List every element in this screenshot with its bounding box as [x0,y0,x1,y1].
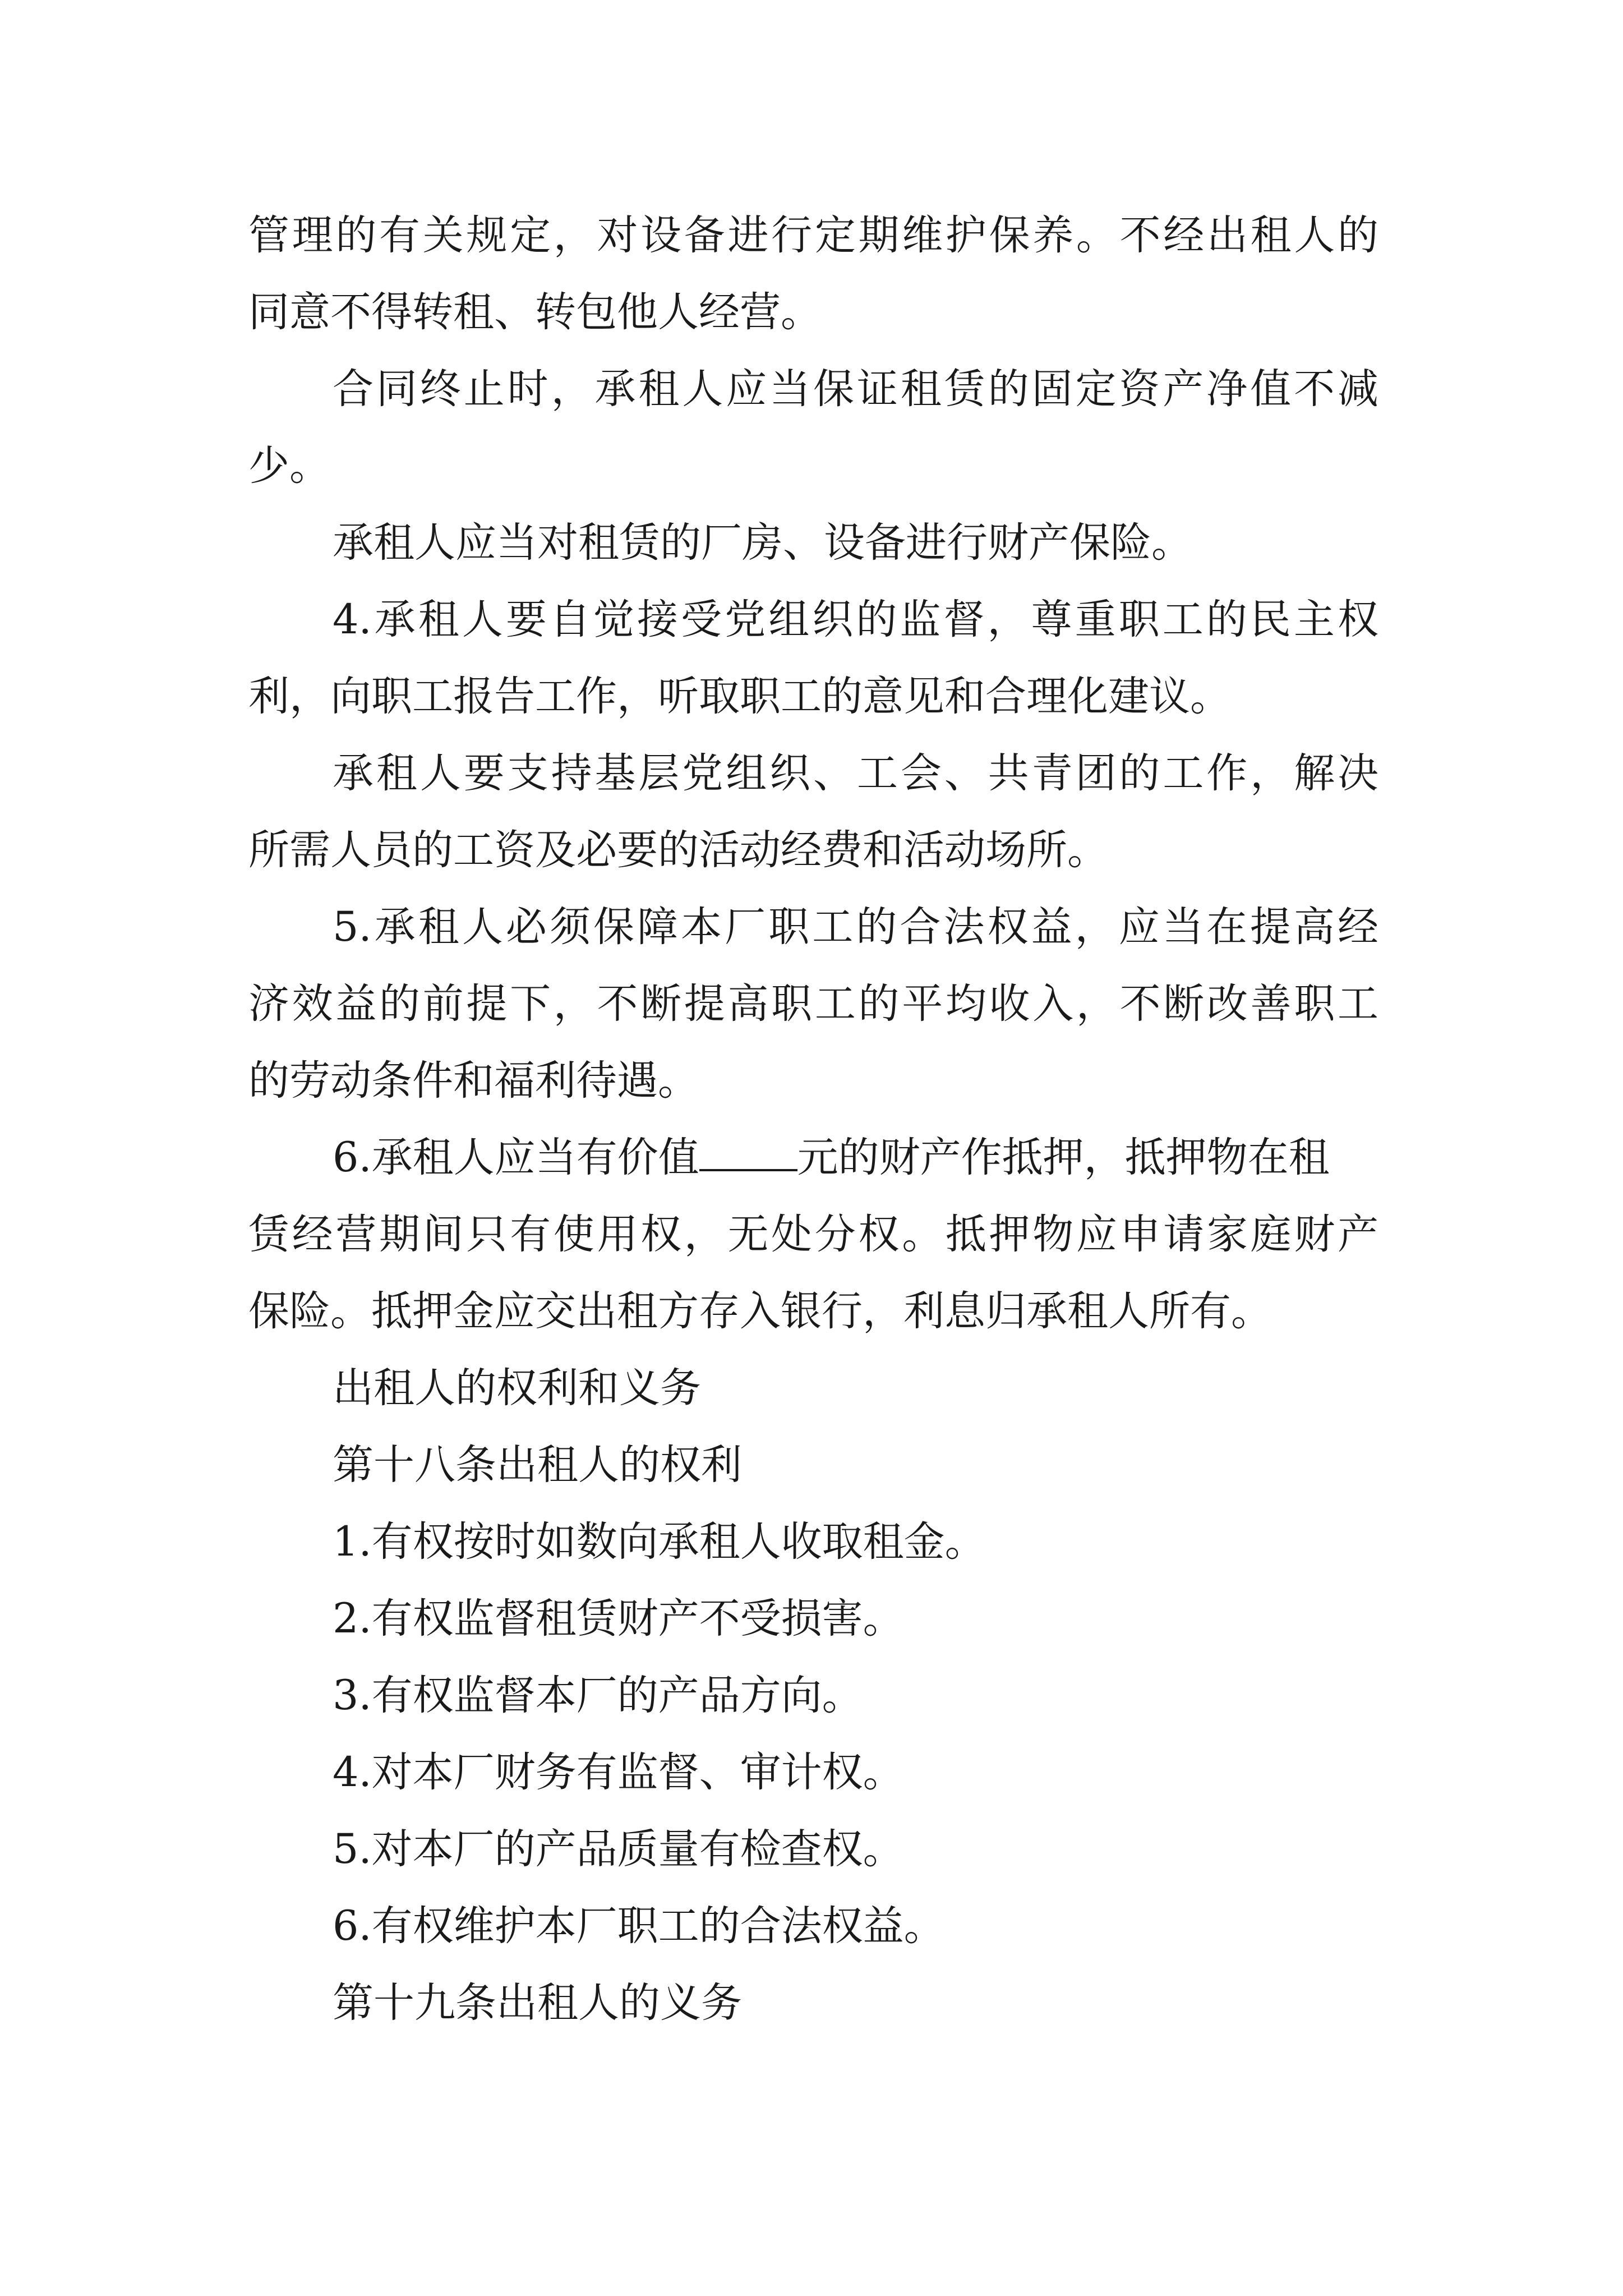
section-heading: 出租人的权利和义务 [333,1364,701,1412]
paragraph-line-with-blank [333,1130,1330,1186]
paragraph-line: 少。 [248,442,330,490]
article-heading: 第十九条出租人的义务 [333,1979,742,2027]
paragraph-line: 济效益的前提下，不断提高职工的平均收入，不断改善职工 [248,980,1378,1028]
paragraph-line: 同意不得转租、转包他人经营。 [248,288,822,336]
article-heading: 第十八条出租人的权利 [333,1441,742,1489]
paragraph-line: 的劳动条件和福利待遇。 [248,1057,699,1105]
list-item: 6.有权维护本厂职工的合法权益。 [333,1902,945,1950]
fill-in-blank [699,1132,797,1171]
paragraph-line: 合同终止时，承租人应当保证租赁的固定资产净值不减 [333,365,1378,413]
list-item: 1.有权按时如数向承租人收取租金。 [333,1518,986,1566]
paragraph-segment: 6.承租人应当有价值 [333,1134,699,1181]
paragraph-line: 所需人员的工资及必要的活动经费和活动场所。 [248,826,1108,874]
list-item: 4.对本厂财务有监督、审计权。 [333,1749,904,1796]
paragraph-line: 利，向职工报告工作，听取职工的意见和合理化建议。 [248,673,1231,720]
paragraph-line: 5.承租人必须保障本厂职工的合法权益，应当在提高经 [333,903,1378,951]
list-item: 3.有权监督本厂的产品方向。 [333,1672,863,1719]
paragraph-line: 4.承租人要自觉接受党组织的监督，尊重职工的民主权 [333,596,1378,643]
paragraph-line: 保险。抵押金应交出租方存入银行，利息归承租人所有。 [248,1287,1272,1335]
list-item: 2.有权监督租赁财产不受损害。 [333,1595,904,1642]
paragraph-line: 赁经营期间只有使用权，无处分权。抵押物应申请家庭财产 [248,1211,1378,1258]
paragraph-segment: 元的财产作抵押，抵押物在租 [797,1134,1330,1181]
paragraph-line: 管理的有关规定，对设备进行定期维护保养。不经出租人的 [248,211,1378,259]
paragraph-line: 承租人要支持基层党组织、工会、共青团的工作，解决 [333,749,1378,797]
paragraph-line: 承租人应当对租赁的厂房、设备进行财产保险。 [333,519,1192,567]
list-item: 5.对本厂的产品质量有检查权。 [333,1825,904,1873]
